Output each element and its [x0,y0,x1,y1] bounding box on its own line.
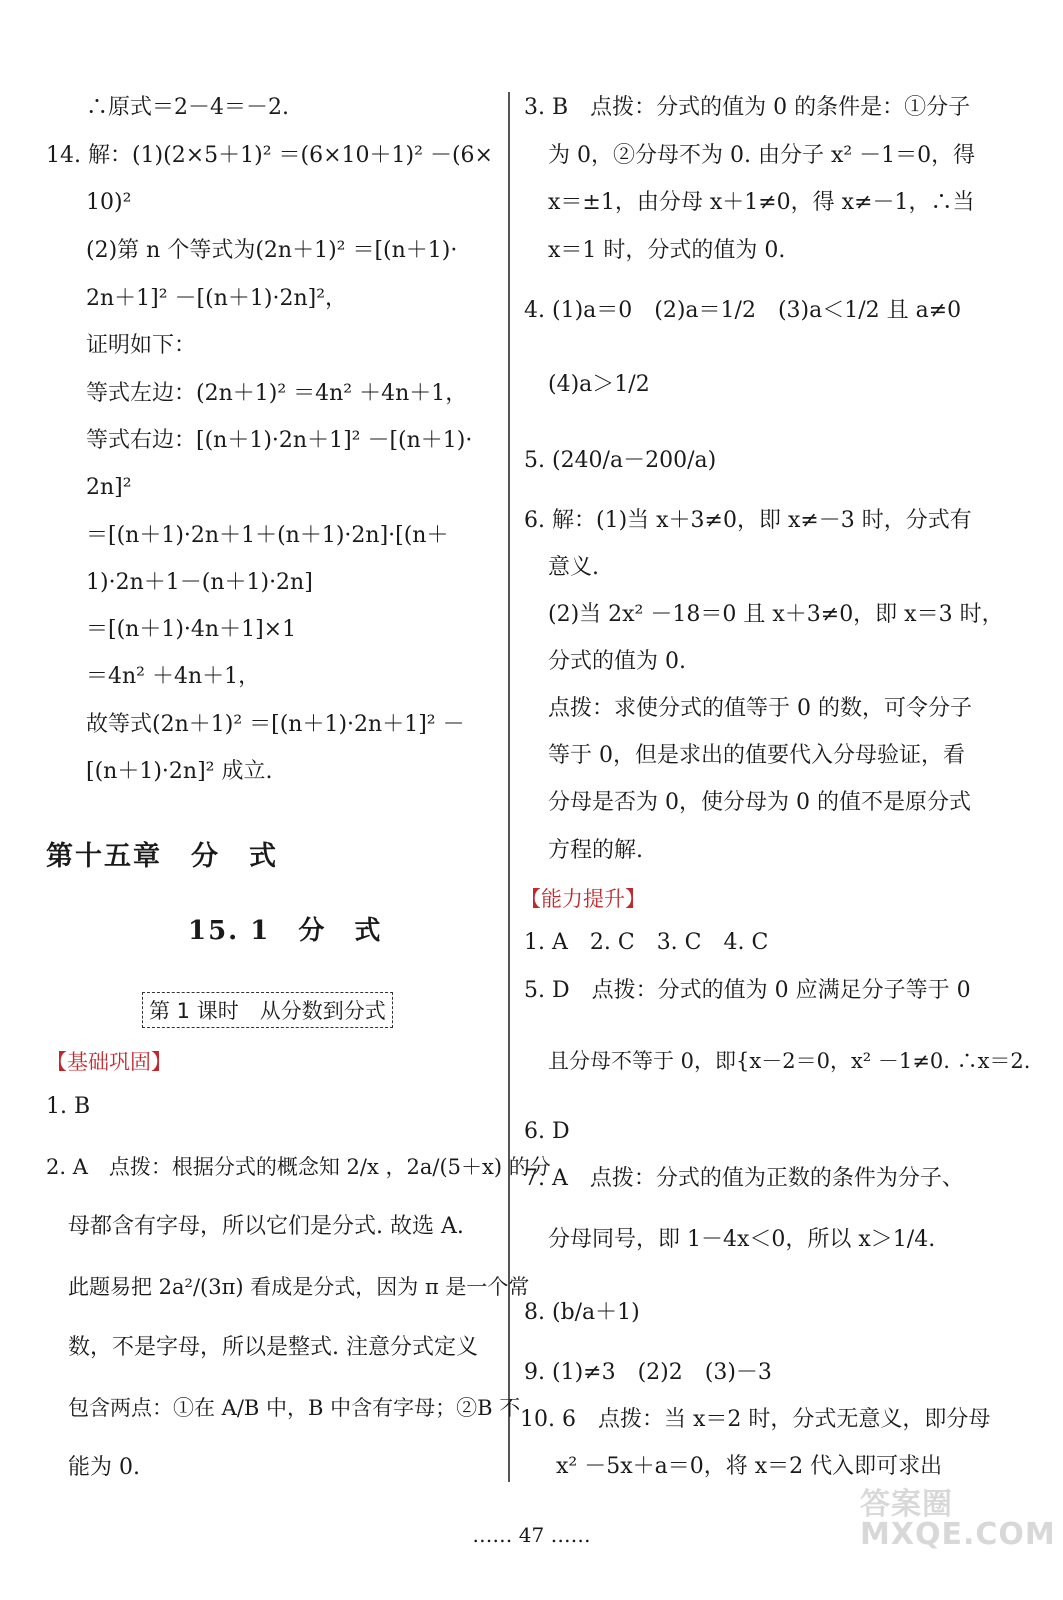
text-line: 等于 0，但是求出的值要代入分母验证，看 [548,743,965,768]
text-line: 3. B 点拨：分式的值为 0 的条件是：①分子 [524,95,971,120]
text-line: 10. 6 点拨：当 x＝2 时，分式无意义，即分母 [520,1407,991,1432]
text-line: 数，不是字母，所以是整式. 注意分式定义 [68,1335,478,1360]
text-line: (2)当 2x² －18＝0 且 x＋3≠0，即 x＝3 时， [548,602,1004,627]
text-line: 分母同号，即 1－4x＜0，所以 x＞1/4. [548,1227,936,1252]
text-line: 能为 0. [68,1455,140,1480]
text-line: [(n＋1)·2n]² 成立. [86,759,273,784]
text-line: 分母是否为 0，使分母为 0 的值不是原分式 [548,790,971,815]
text-line: 10)² [86,190,132,215]
text-line: 证明如下： [86,333,197,358]
text-line: 9. (1)≠3 (2)2 (3)－3 [524,1360,772,1385]
text-line: (2)第 n 个等式为(2n＋1)² ＝[(n＋1)· [86,238,458,263]
text-line: 且分母不等于 0，即{x－2＝0，x² －1≠0. ∴x＝2. [548,1049,1031,1073]
text-line: 意义. [548,555,599,580]
text-line: 2n]² [86,475,132,500]
text-line: 6. 解：(1)当 x＋3≠0，即 x≠－3 时，分式有 [524,508,972,533]
page-number: …… 47 …… [472,1523,591,1547]
text-line: (4)a＞1/2 [548,372,650,397]
text-line: 5. (240/a－200/a) [524,448,717,473]
text-line: 包含两点：①在 A/B 中，B 中含有字母；②B 不 [68,1396,521,1420]
text-line: 2. A 点拨：根据分式的概念知 2/x ，2a/(5＋x) 的分 [46,1155,551,1179]
ability-tag: 【能力提升】 [520,887,646,911]
text-line: ＝[(n＋1)·4n＋1]×1 [86,617,297,642]
text-line: x² －5x＋a＝0，将 x＝2 代入即可求出 [556,1454,943,1479]
text-line: 8. (b/a＋1) [524,1300,640,1325]
section-title: 15. 1 分 式 [188,916,383,946]
text-line: 5. D 点拨：分式的值为 0 应满足分子等于 0 [524,978,971,1003]
text-line: 等式左边：(2n＋1)² ＝4n² ＋4n＋1， [86,381,468,406]
text-line: 点拨：求使分式的值等于 0 的数，可令分子 [548,696,972,721]
text-line: ＝4n² ＋4n＋1， [86,664,261,689]
text-line: 此题易把 2a²/(3π) 看成是分式，因为 π 是一个常 [68,1275,530,1299]
watermark [860,1487,1056,1552]
text-line: 4. (1)a＝0 (2)a＝1/2 (3)a＜1/2 且 a≠0 [524,298,962,323]
lesson-label: 第 1 课时 从分数到分式 [142,992,393,1028]
chapter-title: 第十五章 分 式 [46,841,278,872]
text-line: 分式的值为 0. [548,649,686,674]
text-line: ＝[(n＋1)·2n＋1＋(n＋1)·2n]·[(n＋ [86,523,449,548]
text-line: 母都含有字母，所以它们是分式. 故选 A. [68,1214,464,1239]
text-line: 故等式(2n＋1)² ＝[(n＋1)·2n＋1]² － [86,712,465,737]
text-line: 1)·2n＋1－(n＋1)·2n] [86,570,313,595]
text-line: x＝±1，由分母 x＋1≠0，得 x≠－1，∴当 [548,190,975,215]
text-line: 1. B [46,1094,91,1119]
text-line: 6. D [524,1119,570,1144]
text-line: 方程的解. [548,838,643,863]
text-line: 1. A 2. C 3. C 4. C [524,930,769,955]
watermark-bottom: MXQE.COM [860,1517,1056,1552]
text-line: 2n＋1]² －[(n＋1)·2n]²， [86,286,348,311]
text-line: ∴原式＝2－4＝－2. [86,95,289,120]
watermark-top: 答案圈 [860,1487,953,1522]
basic-tag: 【基础巩固】 [46,1050,172,1074]
text-line: 14. 解：(1)(2×5＋1)² ＝(6×10＋1)² －(6× [46,143,493,168]
text-line: x＝1 时，分式的值为 0. [548,238,786,263]
text-line: 等式右边：[(n＋1)·2n＋1]² －[(n＋1)· [86,428,473,453]
text-line: 7. A 点拨：分式的值为正数的条件为分子、 [524,1166,964,1191]
text-line: 为 0，②分母不为 0. 由分子 x² －1＝0，得 [548,143,976,168]
